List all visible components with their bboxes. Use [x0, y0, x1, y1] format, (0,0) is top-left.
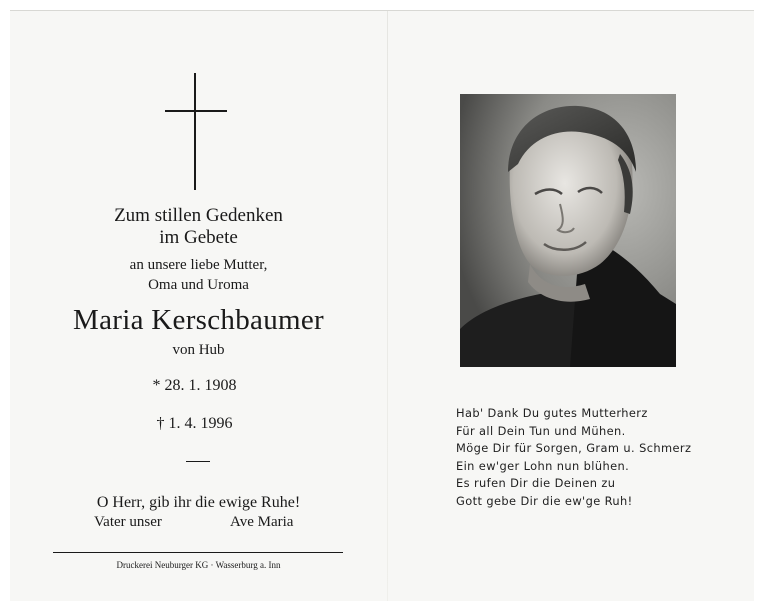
poem-line: Es rufen Dir die Deinen zu: [456, 476, 616, 491]
dedication-line-1: an unsere liebe Mutter,: [129, 257, 268, 273]
memorial-card: [10, 10, 754, 601]
origin-place: von Hub: [172, 342, 225, 358]
portrait-photo: [460, 94, 676, 367]
memorial-poem: [456, 405, 691, 511]
poem-line: Möge Dir für Sorgen, Gram u. Schmerz: [456, 441, 692, 456]
heading-line-2: im Gebete: [159, 227, 238, 248]
poem-line: Gott gebe Dir die ew'ge Ruh!: [456, 493, 633, 508]
separator-rule: [186, 461, 210, 462]
birth-date: * 28. 1. 1908: [152, 377, 237, 394]
dedication-line-2: Oma und Uroma: [148, 277, 249, 293]
printer-credit: Druckerei Neuburger KG · Wasserburg a. Inn: [116, 560, 281, 570]
poem-line: Für all Dein Tun und Mühen.: [456, 423, 626, 438]
right-page: [388, 11, 754, 601]
death-date: † 1. 4. 1996: [156, 415, 233, 432]
deceased-name: Maria Kerschbaumer: [73, 304, 324, 336]
footer-rule: [53, 552, 343, 553]
left-page: [10, 11, 387, 601]
poem-line: Ein ew'ger Lohn nun blühen.: [456, 458, 630, 473]
prayer-vater-unser: Vater unser: [94, 514, 162, 530]
heading-line-1: Zum stillen Gedenken: [114, 205, 283, 226]
poem-line: Hab' Dank Du gutes Mutterherz: [456, 406, 648, 420]
prayer-text: O Herr, gib ihr die ewige Ruhe!: [96, 494, 301, 511]
prayer-ave-maria: Ave Maria: [230, 514, 294, 530]
